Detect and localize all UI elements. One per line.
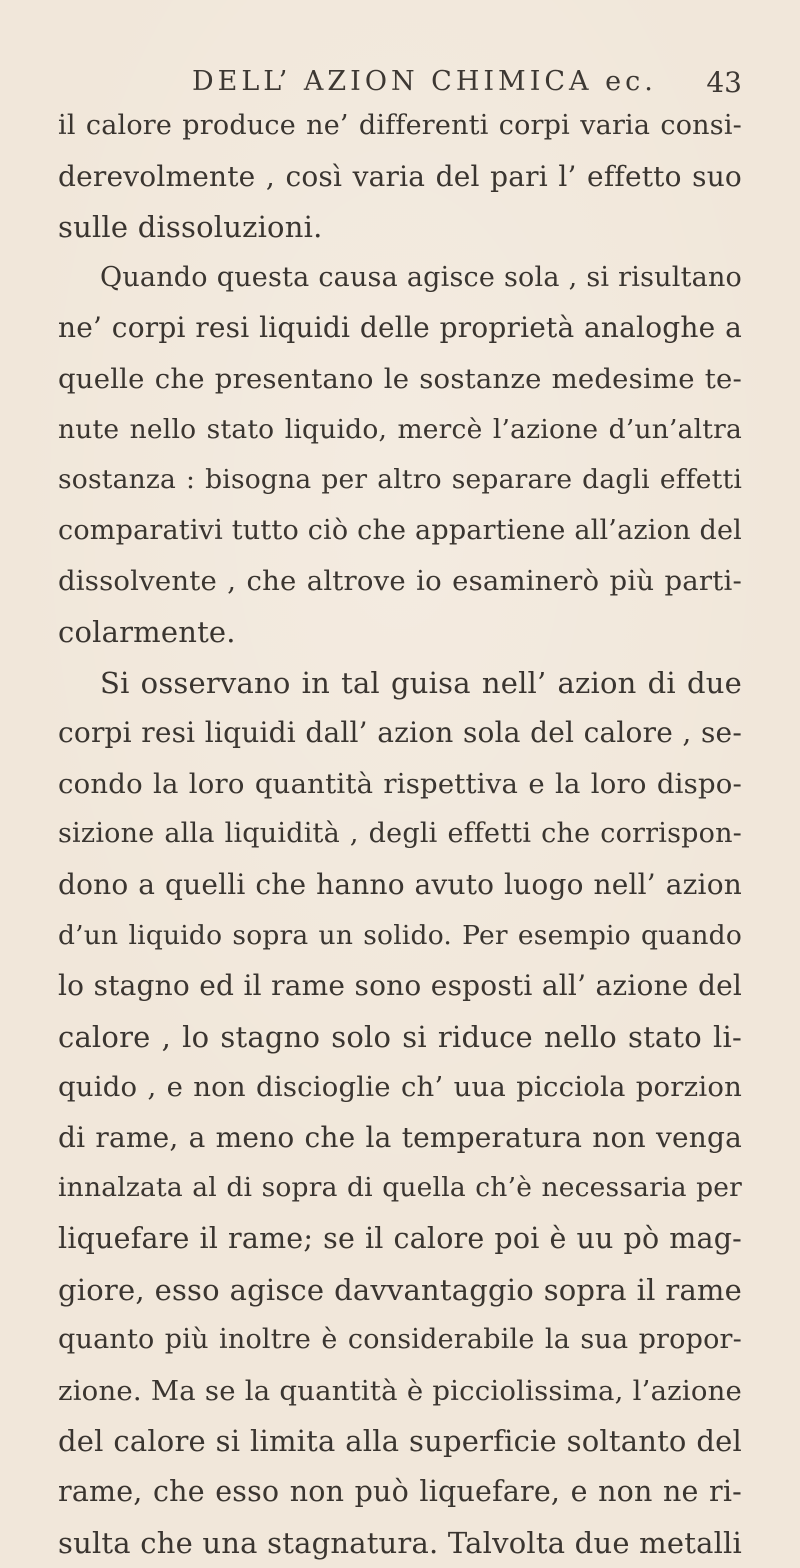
text-line: sulta che una stagnatura. Talvolta due metalli	[58, 1525, 742, 1560]
text-line: colarmente.	[58, 614, 236, 649]
text-line: liquefare il rame; se il calore poi è uu pò mag-	[58, 1222, 742, 1256]
text-line: dono a quelli che hanno avuto luogo nell’ azion	[58, 867, 742, 901]
text-line: sulle dissoluzioni.	[58, 210, 323, 245]
text-line: dissolvente , che altrove io esaminerò più parti-	[58, 565, 742, 598]
text-line: Si osservano in tal guisa nell’ azion di due	[100, 665, 742, 700]
running-title: DELL’ AZION CHIMICA ec.	[192, 66, 657, 97]
page-number: 43	[706, 66, 742, 99]
body-text	[58, 101, 742, 1568]
text-line: di rame, a meno che la temperatura non venga	[58, 1120, 742, 1154]
text-line: comparativi tutto ciò che appartiene all’azion del	[58, 514, 742, 546]
page-header	[82, 66, 742, 106]
text-line: quanto più inoltre è considerabile la sua propor-	[58, 1324, 742, 1356]
text-line: quelle che presentano le sostanze medesime te-	[58, 362, 742, 395]
text-line: corpi resi liquidi dall’ azion sola del calore , se-	[58, 716, 742, 750]
text-line: Quando questa causa agisce sola , si risultano	[100, 261, 742, 293]
text-line: sostanza : bisogna per altro separare dagli effetti	[58, 464, 742, 496]
text-line: innalzata al di sopra di quella ch’è necessaria per	[58, 1172, 742, 1204]
text-line: sizione alla liquidità , degli effetti che corrispon-	[58, 818, 742, 850]
text-line: d’un liquido sopra un solido. Per esempio quando	[58, 919, 742, 951]
text-line: quido , e non discioglie ch’ uua picciola porzion	[58, 1071, 742, 1104]
text-line: calore , lo stagno solo si riduce nello stato li-	[58, 1019, 742, 1054]
text-line: del calore si limita alla superficie soltanto del	[58, 1424, 742, 1459]
text-line: giore, esso agisce davvantaggio sopra il rame	[58, 1272, 742, 1307]
text-line: lo stagno ed il rame sono esposti all’ azione del	[58, 969, 742, 1003]
text-line: nute nello stato liquido, mercè l’azione d’un’altra	[58, 413, 742, 445]
text-line: il calore produce ne’ differenti corpi varia consi-	[58, 110, 742, 141]
text-line: derevolmente , così varia del pari l’ effetto suo	[58, 159, 742, 193]
text-line: zione. Ma se la quantità è picciolissima, l’azione	[58, 1374, 742, 1407]
text-line: condo la loro quantità rispettiva e la loro dispo-	[58, 767, 742, 800]
text-line: rame, che esso non può liquefare, e non ne ri-	[58, 1475, 742, 1509]
text-line: ne’ corpi resi liquidi delle proprietà analoghe a	[58, 311, 742, 345]
